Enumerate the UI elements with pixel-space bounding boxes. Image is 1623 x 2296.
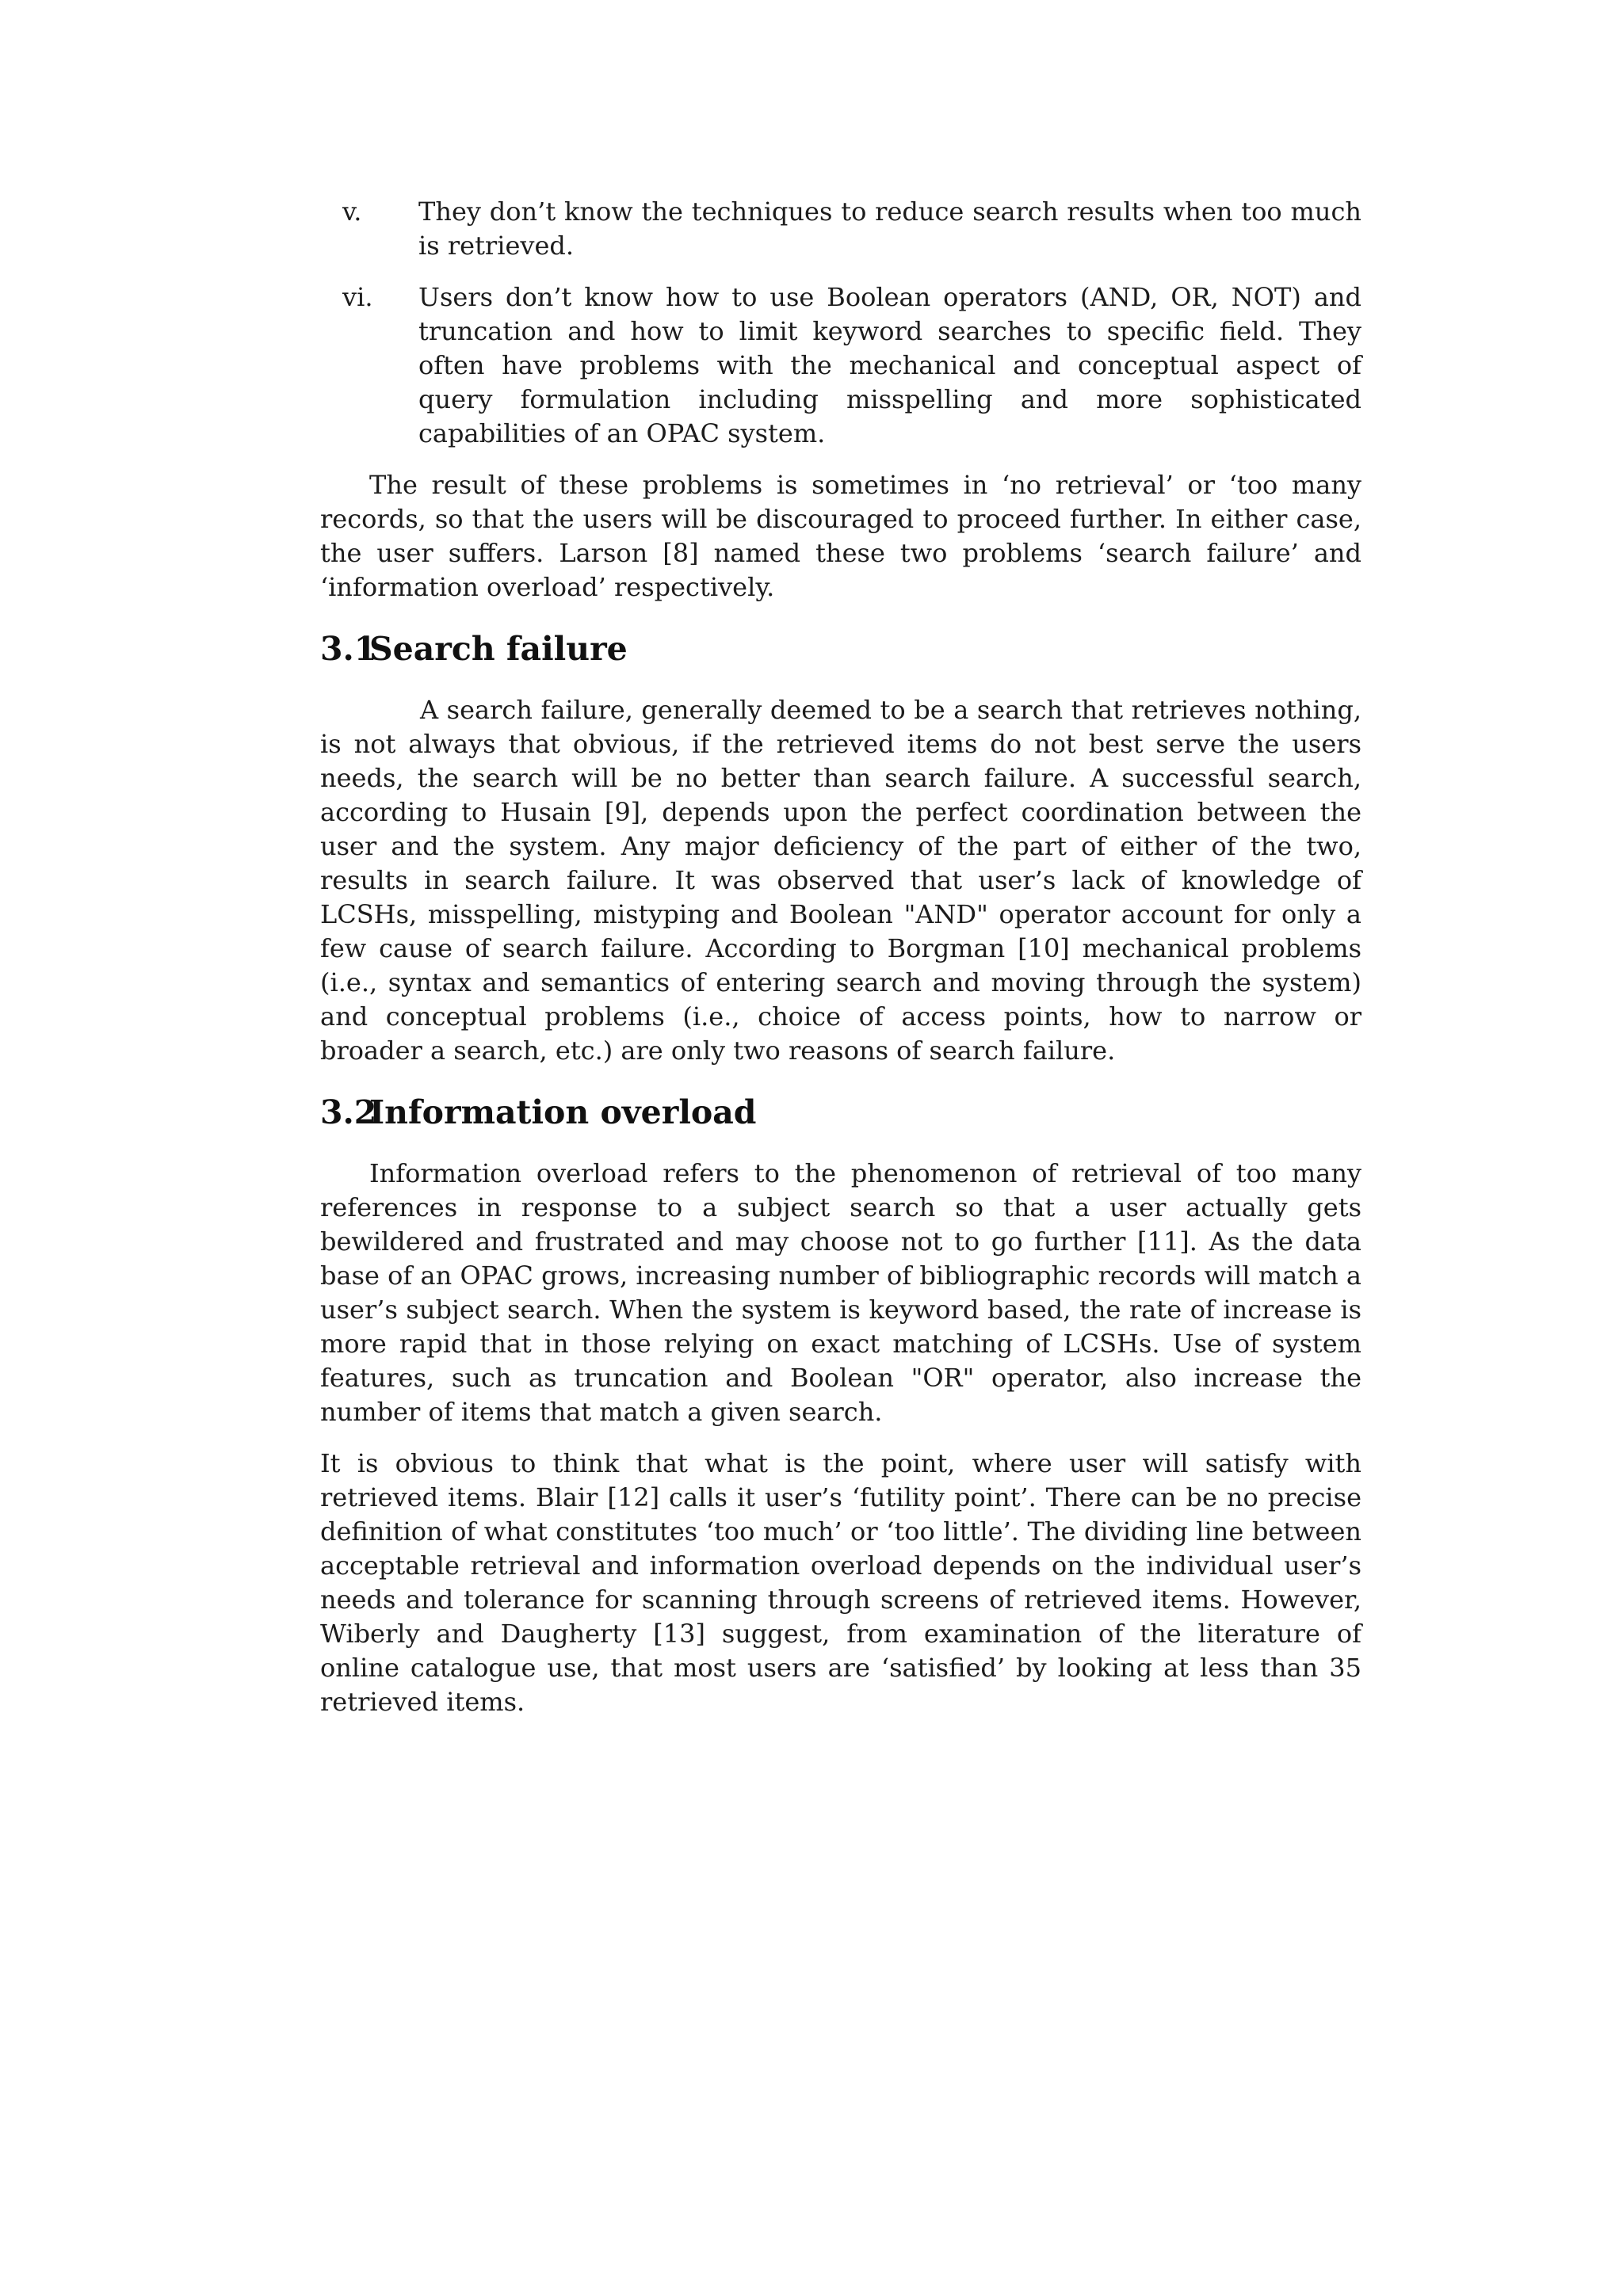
list-marker: vi. — [342, 282, 373, 312]
search-failure-paragraph: A search failure, generally deemed to be a search that retrieves nothing, is not always that obvious, if the retrieved items do not best serve the users needs, the search will be no better than search failure. A successful search, according to Husain [9], depends upon the perfect coordination between the user and the system. Any major deficiency of the part of either of the two, results in search failure. It was observed that user’s lack of knowledge of LCSHs, misspelling, mistyping and Boolean "AND" operator account for only a few cause of search failure. According to Borgman [10] mechanical problems (i.e., syntax and semantics of entering search and moving through the system) and conceptual problems (i.e., choice of access points, how to narrow or broader a search, etc.) are only two reasons of search failure. — [320, 695, 1361, 1066]
list-item-vi — [320, 280, 1361, 451]
list-marker: v. — [342, 196, 362, 227]
section-number: 3.1 — [320, 630, 377, 668]
section-title: Search failure — [369, 630, 628, 668]
section-heading-search-failure — [320, 628, 1361, 669]
page-content — [320, 195, 1361, 1737]
intro-paragraph: The result of these problems is sometimes in ‘no retrieval’ or ‘too many records, so that the users will be discouraged to proceed further. In either case, the user suffers. Larson [8] named these two problems ‘search failure’ and ‘information overload’ respectively. — [320, 470, 1361, 602]
information-overload-paragraph-1: Information overload refers to the phenomenon of retrieval of too many references in response to a subject search so that a user actually gets bewildered and frustrated and may choose not to go further [11]. As the data base of an OPAC grows, increasing number of bibliographic records will match a user’s subject search. When the system is keyword based, the rate of increase is more rapid that in those relying on exact matching of LCSHs. Use of system features, such as truncation and Boolean "OR" operator, also increase the number of items that match a given search. — [320, 1158, 1361, 1427]
information-overload-paragraph-2: It is obvious to think that what is the point, where user will satisfy with retrieved items. Blair [12] calls it user’s ‘futility point’. There can be no precise definition of what constitutes ‘too much’ or ‘too little’. The dividing line between acceptable retrieval and information overload depends on the individual user’s needs and tolerance for scanning through screens of retrieved items. However, Wiberly and Daugherty [13] suggest, from examination of the literature of online catalogue use, that most users are ‘satisfied’ by looking at less than 35 retrieved items. — [320, 1448, 1361, 1717]
list-item-text: They don’t know the techniques to reduce search results when too much is retrieved. — [418, 196, 1361, 261]
list-item-text: Users don’t know how to use Boolean operators (AND, OR, NOT) and truncation and how to limit keyword searches to specific field. They often have problems with the mechanical and conceptual aspect of query formulation including misspelling and more sophisticated capabilities of an OPAC system. — [418, 282, 1361, 448]
list-item-v — [320, 195, 1361, 263]
section-number: 3.2 — [320, 1093, 377, 1131]
section-title: Information overload — [369, 1093, 757, 1131]
section-heading-information-overload — [320, 1092, 1361, 1133]
